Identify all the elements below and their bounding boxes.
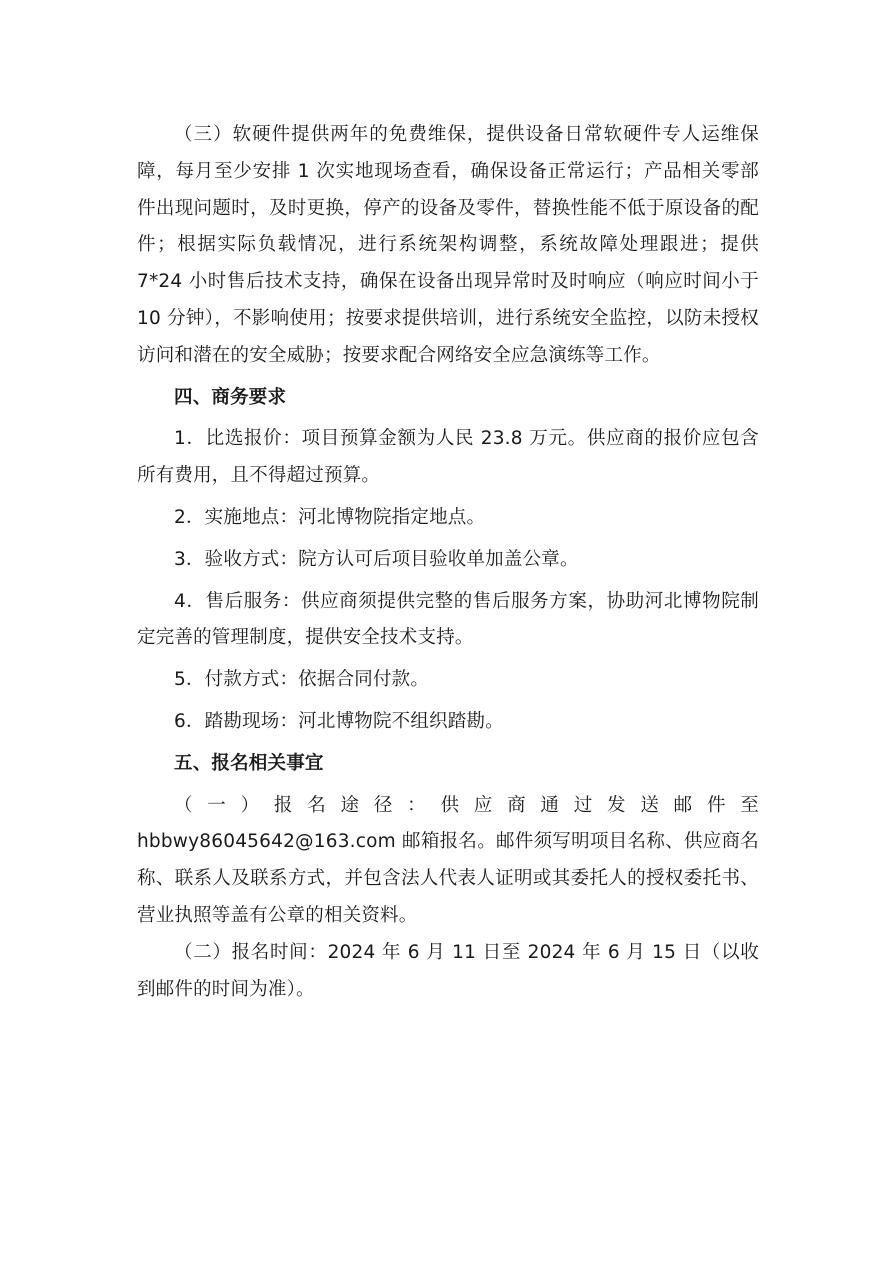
item-after-sales: 4．售后服务：供应商须提供完整的售后服务方案，协助河北博物院制定完善的管理制度，提供安全技术支持。: [137, 590, 759, 649]
item-location: 2．实施地点：河北博物院指定地点。: [174, 506, 486, 528]
item-registration-time: （二）报名时间：2024 年 6 月 11 日至 2024 年 6 月 15 日（以收到邮件的时间为准）。: [137, 941, 759, 1000]
registration-method-lead: （一）报名途径：供应商通过发送邮件至: [174, 794, 759, 816]
item-site-survey: 6．踏勘现场：河北博物院不组织踏勘。: [174, 710, 504, 732]
heading-business-requirements: 四、商务要求: [174, 386, 287, 408]
item-quotation: 1．比选报价：项目预算金额为人民 23.8 万元。供应商的报价应包含所有费用，且不得超过预算。: [137, 428, 759, 487]
heading-registration: 五、报名相关事宜: [174, 752, 324, 774]
item-registration-method: [137, 788, 759, 935]
item-payment: 5．付款方式：依据合同付款。: [174, 669, 430, 691]
registration-method-body: hbbwy86045642@163.com 邮箱报名。邮件须写明项目名称、供应商名称、联系人及联系方式，并包含法人代表人证明或其委托人的授权委托书、营业执照等盖有公章的相关资料。: [137, 831, 759, 926]
document-body: [137, 117, 759, 1008]
paragraph-maintenance: （三）软硬件提供两年的免费维保，提供设备日常软硬件专人运维保障，每月至少安排 1 次实地现场查看，确保设备正常运行；产品相关零部件出现问题时，及时更换，停产的设备及零件，替换性能不低于原设备的配件；根据实际负载情况，进行系统架构调整，系统故障处理跟进；提供 7*24 小时售后技术支持，确保在设备出现异常时及时响应（响应时间小于 10 分钟），不影响使用；按要求提供培训，进行系统安全监控，以防未授权访问和潜在的安全威胁；按要求配合网络安全应急演练等工作。: [137, 124, 759, 366]
item-acceptance: 3．验收方式：院方认可后项目验收单加盖公章。: [174, 548, 579, 570]
